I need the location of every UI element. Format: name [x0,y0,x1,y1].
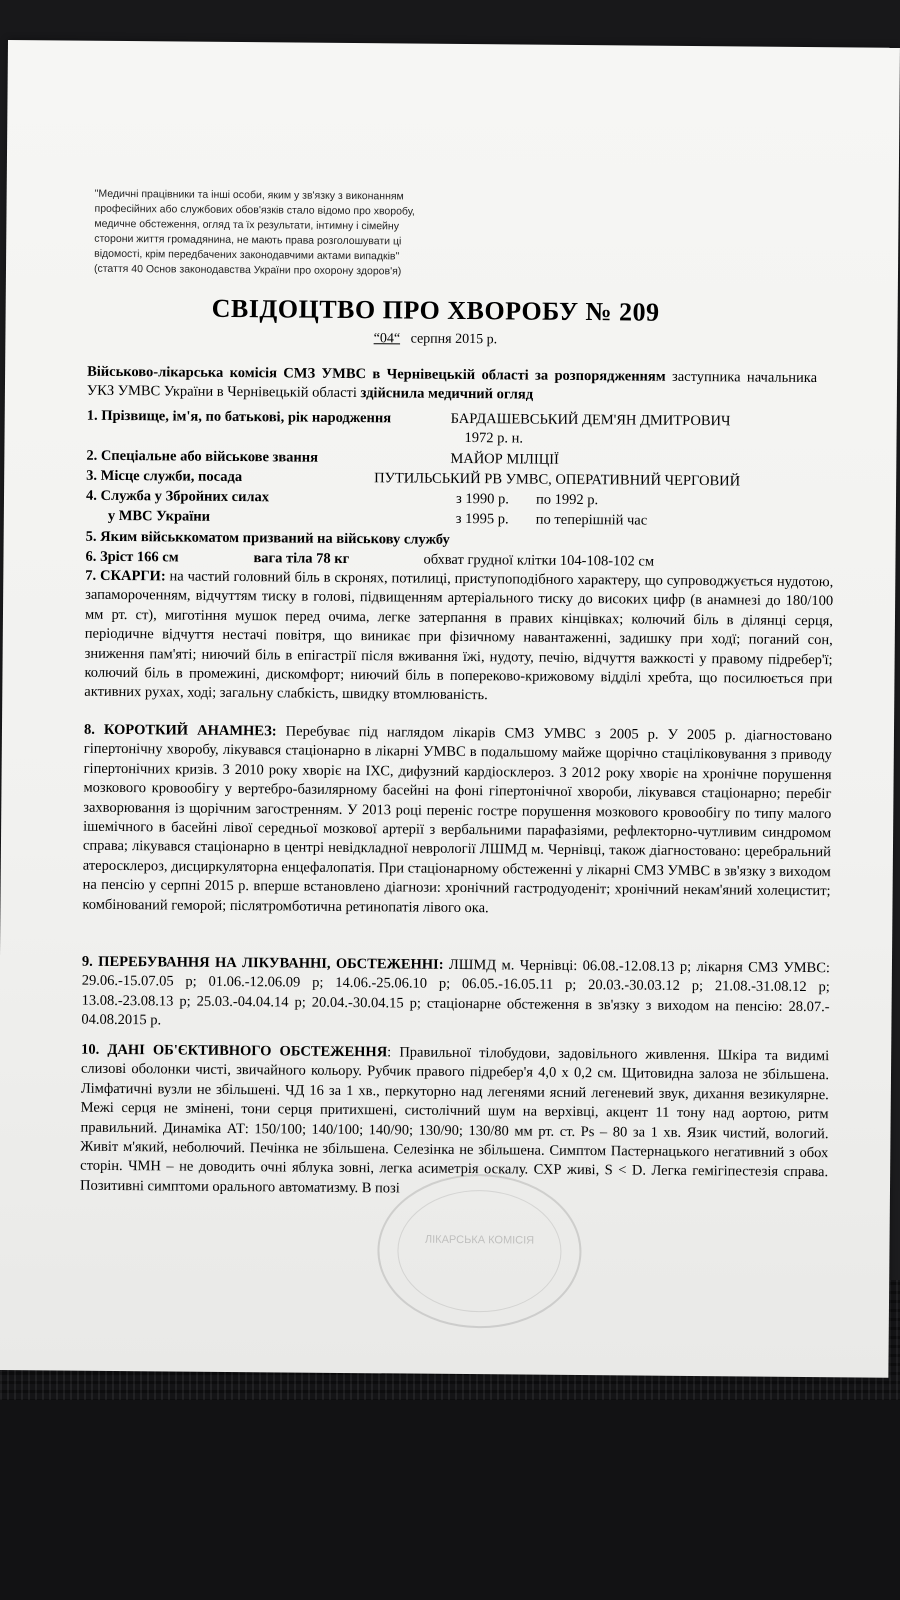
notice-line: професійних або службових обов'язків стало відомо про хворобу, [94,202,415,218]
field-4-from: з 1990 р. [455,490,509,508]
field-1-label: 1. Прізвище, ім'я, по батькові, рік народження [86,407,392,427]
date-month-year: серпня 2015 р. [410,331,498,348]
commission-authority: заступника начальника УКЗ УМВС України в Чернівецькій області [86,368,818,402]
document-date [5,328,865,352]
field-3-label: 3. Місце служби, посада [86,467,243,486]
field-6-height: 6. Зріст 166 см [85,548,179,566]
stamp-inner-ring [397,1189,562,1312]
section-complaints-heading: 7. СКАРГИ: [85,567,166,585]
field-1-birth-year: 1972 р. н. [464,429,524,447]
commission-name: Військово-лікарська комісія СМЗ УМВС в Чернівецькій області за розпорядженням [87,363,666,385]
section-treatment-text: ЛШМД м. Чернівці: 06.08.-12.08.13 р; лікарня СМЗ УМВС: 29.06.-15.07.05 р; 01.06.-12.06.09 р; 14.06.-25.06.10 р; 06.05.-16.05.11 р; 20.03.-30.03.12 р; 21.08.-31.08.12 р; 13.08.-23.08.13 р; 25.03.-04.04.14 р; 20.04.-30.04.15 р; стаціонарне обстеження в зв'язку з виходом на пенсію: 28.07.- 04.08.2015 р. [81,956,831,1029]
date-day: “04“ [373,331,401,347]
section-complaints-text: на частий головний біль в скронях, потилиці, приступоподібного характеру, що супроводжується нудотою, запамороченням, відчуттям тиску в голові, підвищенням артеріального тиску до високих цифр (в анамнезі до 180/100 мм рт. ст), миготіння мушок перед очима, легке затерпання в правих кінцівках; колючий біль в ділянці серця, періодичне відчуття нестачі повітря, що виникає при фізичному навантаженні, задишку при ходї; поганий сон, зниження пам'яті; ниючий біль в епігастрії після вживання їжі, нудоту, печію, відчуття важкості у правому підребер'ї; колючий біль в промежині, дискомфорт; ниючий біль в попереково-крижовому відділі хребта, що посилюється при активних рухах, ході; загальну слабкість, швидку втомлюваність. [84,568,834,704]
field-4b-from: з 1995 р. [455,510,509,528]
section-treatment [81,953,830,1037]
section-examination-text: : Правильної тілобудови, задовільного живлення. Шкіра та видимі слизові оболонки чисті, звичайного кольору. Рубчик правого підребер'я 4,0 х 0,2 см. Щитовидна залоза не збільшена. Лімфатичні вузли не збільшені. ЧД 16 за 1 хв., перкуторно над легенями ясний легеневий звук, дихання везикулярне. Межі серця не змінені, тони серця притихшені, систолічний шум на верхівці, акцент 11 тону над аортою, ритм правильний. Динаміка АТ: 150/100; 140/100; 140/90; 130/90; 130/80 мм рт. ст. Ps – 80 за 1 хв. Язик чистий, вологий. Живіт м'який, неболючий. Печінка не збільшена. Селезінка не збільшена. Симптом Пастернацького негативний з обох сторін. ЧМН – не доводить очні яблука зовні, легка асиметрія оскалу. СХР живі, S < D. Легка гемігіпестезія справа. Позитивні симптоми орального автоматизму. В позі [79,1044,830,1197]
field-3-position: ПУТИЛЬСЬКИЙ РВ УМВС, ОПЕРАТИВНИЙ ЧЕРГОВИЙ [374,470,741,490]
notice-line: сторони життя громадянина, не мають права розголошувати ці [94,232,402,248]
dark-surface [0,1400,900,1600]
field-4-label: 4. Служба у Збройних силах [85,487,270,506]
section-examination-heading: 10. ДАНІ ОБ'ЄКТИВНОГО ОБСТЕЖЕННЯ [81,1041,388,1061]
field-2-label: 2. Спеціальне або військове звання [86,447,319,466]
field-4b-label: у МВС України [107,507,211,525]
section-anamnesis-heading: 8. КОРОТКИЙ АНАМНЕЗ: [83,721,277,740]
stamp-text: ЛІКАРСЬКА КОМІСІЯ [424,1233,535,1247]
notice-line: медичне обстеження, огляд та їх результати, інтимну і сімейну [94,217,400,233]
section-complaints [84,567,833,709]
confidentiality-notice [94,187,495,280]
section-treatment-heading: 9. ПЕРЕБУВАННЯ НА ЛІКУВАННІ, ОБСТЕЖЕННІ: [81,953,444,973]
document-title: СВІДОЦТВО ПРО ХВОРОБУ № 209 [211,293,660,327]
notice-line: "Медичні працівники та інші особи, яким у зв'язку з виконанням [94,187,404,203]
section-anamnesis [82,721,832,922]
field-2-rank: МАЙОР МІЛІЦІЇ [450,450,559,468]
commission-statement [87,363,817,407]
field-4b-to: по теперішній час [535,511,648,529]
notice-line: (стаття 40 Основ законодавства України про охорону здоров'я) [93,262,402,278]
notice-line: відомості, крім передбачених законодавчими актами випадків" [94,247,400,263]
section-anamnesis-text: Перебуває під наглядом лікарів СМЗ УМВС з 2005 р. У 2005 р. діагностовано гіпертонічну хворобу, лікувався стаціонарно в лікарні УМВС в подальшому майже щорічно стаціліковування з приводу гіпертонічних кризів. З 2010 року хворіє на ІХС, дифузний кардіосклероз. З 2012 року хворіє на хронічне порушення мозкового кровообігу у вертебро-базилярному басейні на фоні гіпертонічної хвороби, лікувався стаціонарно; перебіг захворювання із щорічним загостренням. У 2013 році переніс гостре порушення мозкового кровообігу по типу малого ішемічного в басейні лівої середньої мозкової артерії з вербальними парафазіями, рефлекторно-чутливим синдромом справа; лікувався стаціонарно в центрі невідкладної неврології ЛШМД м. Чернівці, також діагностовано: церебральний атеросклероз, дисциркуляторна енцефалопатія. При стаціонарному обстеженні у лікарні СМЗ УМВС в зв'язку з виходом на пенсію у серпні 2015 р. вперше встановлено діагнози: хронічний гастродуоденіт; хронічний некам'яний холецистит; комбінований геморой; післятромботична ретинопатія лівого ока. [82,723,833,916]
field-4-to: по 1992 р. [535,491,599,509]
official-stamp [377,1173,582,1329]
document-sheet [0,40,900,1378]
field-6-weight: вага тіла 78 кг [253,550,350,567]
field-6-chest: обхват грудної клітки 104-108-102 см [423,551,655,570]
commission-action: здійснила медичний огляд [360,385,534,403]
field-5-label: 5. Яким військкоматом призваний на військову службу [85,528,450,548]
field-1-name: БАРДАШЕВСЬКИЙ ДЕМ'ЯН ДМИТРОВИЧ [450,410,731,430]
